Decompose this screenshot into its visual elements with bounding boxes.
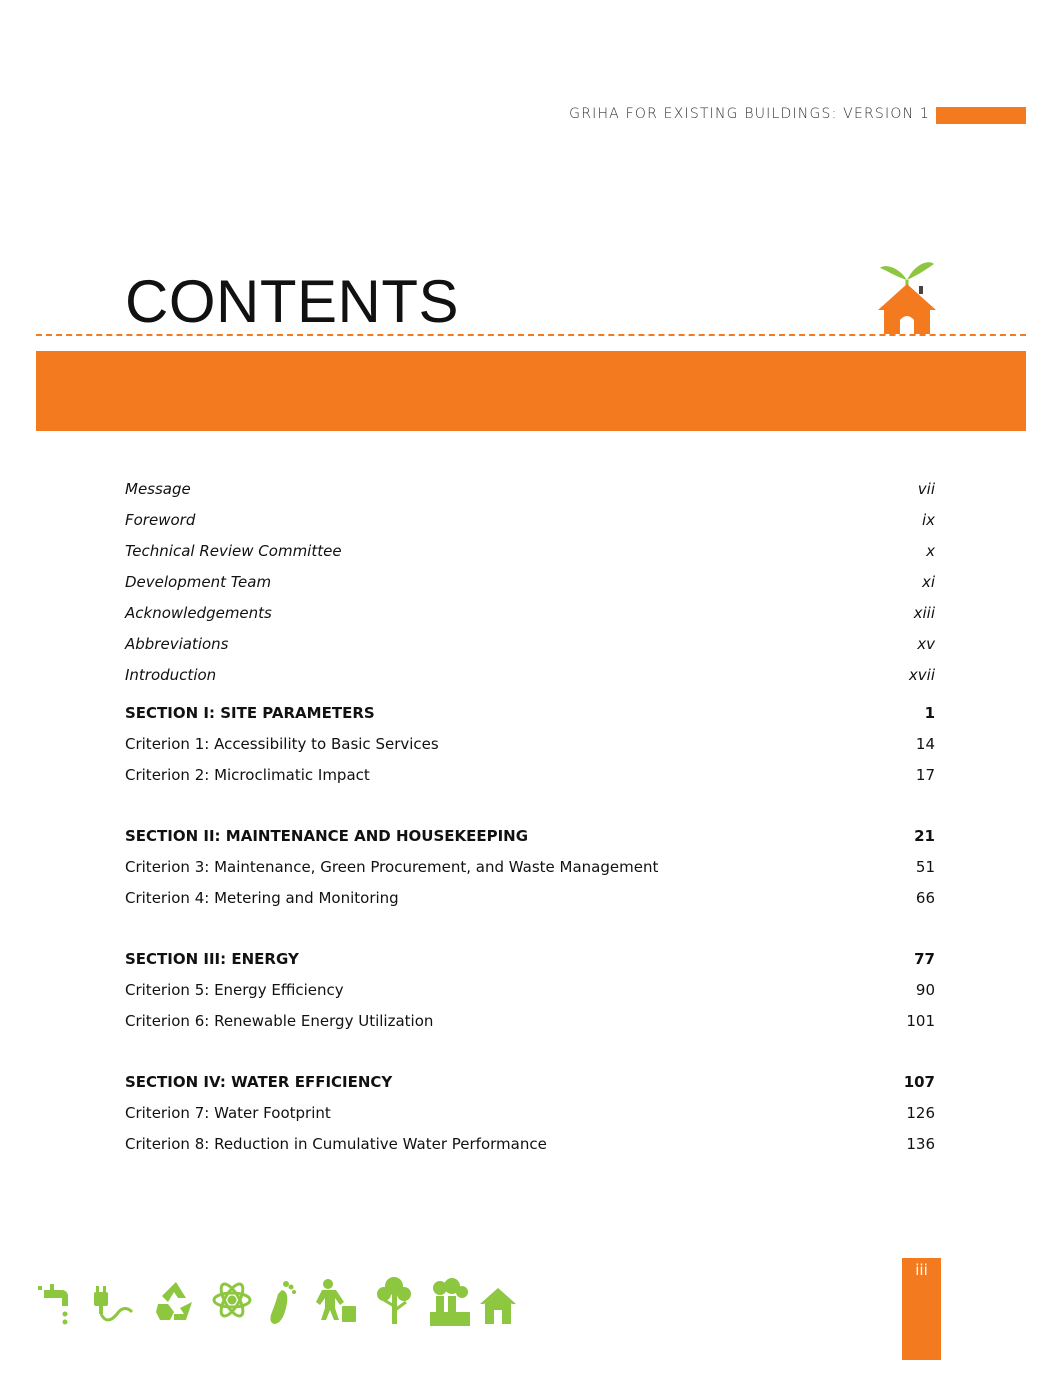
page-number: iii xyxy=(915,1261,928,1279)
toc-entry-development-team[interactable] xyxy=(125,573,935,604)
toc-entry-label: Introduction xyxy=(125,666,217,684)
toc-section-page: 107 xyxy=(903,1073,935,1091)
toc-entry-label: Foreword xyxy=(125,511,196,529)
toc-criterion-label: Criterion 5: Energy Efficiency xyxy=(125,981,344,999)
toc-criterion-label: Criterion 8: Reduction in Cumulative Water Performance xyxy=(125,1135,547,1153)
water-tap-icon xyxy=(38,1284,68,1325)
atom-icon xyxy=(214,1281,250,1319)
tree-icon xyxy=(377,1277,411,1324)
toc-entry-label: Acknowledgements xyxy=(125,604,272,622)
toc-entry-page: vii xyxy=(917,480,935,498)
toc-entry-technical-review-committee[interactable] xyxy=(125,542,935,573)
table-of-contents xyxy=(125,480,935,1166)
toc-criterion-6[interactable] xyxy=(125,1012,935,1043)
footer-icon-strip xyxy=(36,1276,526,1328)
toc-criterion-label: Criterion 1: Accessibility to Basic Services xyxy=(125,735,439,753)
toc-entry-message[interactable] xyxy=(125,480,935,511)
toc-criterion-page: 126 xyxy=(906,1104,935,1122)
toc-section-page: 77 xyxy=(914,950,935,968)
toc-criterion-page: 136 xyxy=(906,1135,935,1153)
toc-criterion-page: 90 xyxy=(915,981,935,999)
toc-criterion-2[interactable] xyxy=(125,766,935,797)
toc-entry-page: xvii xyxy=(908,666,935,684)
toc-criterion-page: 66 xyxy=(915,889,935,907)
toc-entry-page: xi xyxy=(921,573,935,591)
toc-section-page: 1 xyxy=(924,704,935,722)
header-accent-bar xyxy=(936,107,1026,124)
toc-criterion-label: Criterion 3: Maintenance, Green Procurement, and Waste Management xyxy=(125,858,659,876)
running-title: GRIHA FOR EXISTING BUILDINGS: VERSION 1 xyxy=(569,106,930,122)
toc-entry-abbreviations[interactable] xyxy=(125,635,935,666)
toc-criterion-label: Criterion 6: Renewable Energy Utilization xyxy=(125,1012,434,1030)
toc-entry-page: x xyxy=(926,542,935,560)
toc-criterion-label: Criterion 7: Water Footprint xyxy=(125,1104,331,1122)
toc-criterion-label: Criterion 4: Metering and Monitoring xyxy=(125,889,399,907)
toc-entry-introduction[interactable] xyxy=(125,666,935,697)
toc-criterion-page: 101 xyxy=(906,1012,935,1030)
toc-criterion-label: Criterion 2: Microclimatic Impact xyxy=(125,766,370,784)
toc-criterion-1[interactable] xyxy=(125,735,935,766)
toc-criterion-page: 17 xyxy=(915,766,935,784)
toc-entry-page: ix xyxy=(921,511,935,529)
toc-entry-page: xv xyxy=(917,635,935,653)
toc-section-page: 21 xyxy=(914,827,935,845)
dashed-divider xyxy=(36,334,1026,336)
house-icon xyxy=(480,1288,516,1324)
toc-section-2[interactable] xyxy=(125,827,935,858)
toc-entry-foreword[interactable] xyxy=(125,511,935,542)
toc-section-1[interactable] xyxy=(125,704,935,735)
page-title: CONTENTS xyxy=(125,268,459,335)
recycle-icon xyxy=(156,1282,192,1320)
toc-criterion-8[interactable] xyxy=(125,1135,935,1166)
toc-section-4[interactable] xyxy=(125,1073,935,1104)
toc-section-3[interactable] xyxy=(125,950,935,981)
person-recycling-icon xyxy=(316,1279,356,1322)
toc-section-label: SECTION II: MAINTENANCE AND HOUSEKEEPING xyxy=(125,827,529,845)
electric-plug-icon xyxy=(94,1286,132,1320)
orange-banner xyxy=(36,351,1026,431)
toc-criterion-page: 14 xyxy=(915,735,935,753)
toc-entry-page: xiii xyxy=(913,604,935,622)
factory-pollution-icon xyxy=(430,1278,470,1326)
toc-section-label: SECTION III: ENERGY xyxy=(125,950,299,968)
toc-entry-label: Abbreviations xyxy=(125,635,229,653)
toc-criterion-5[interactable] xyxy=(125,981,935,1012)
toc-criterion-7[interactable] xyxy=(125,1104,935,1135)
house-with-leaves-icon xyxy=(872,258,942,338)
toc-entry-label: Development Team xyxy=(125,573,272,591)
toc-criterion-4[interactable] xyxy=(125,889,935,920)
toc-section-label: SECTION I: SITE PARAMETERS xyxy=(125,704,375,722)
toc-entry-acknowledgements[interactable] xyxy=(125,604,935,635)
toc-section-label: SECTION IV: WATER EFFICIENCY xyxy=(125,1073,393,1091)
toc-criterion-page: 51 xyxy=(915,858,935,876)
toc-criterion-3[interactable] xyxy=(125,858,935,889)
toc-entry-label: Technical Review Committee xyxy=(125,542,342,560)
footprint-icon xyxy=(270,1281,296,1324)
toc-entry-label: Message xyxy=(125,480,191,498)
